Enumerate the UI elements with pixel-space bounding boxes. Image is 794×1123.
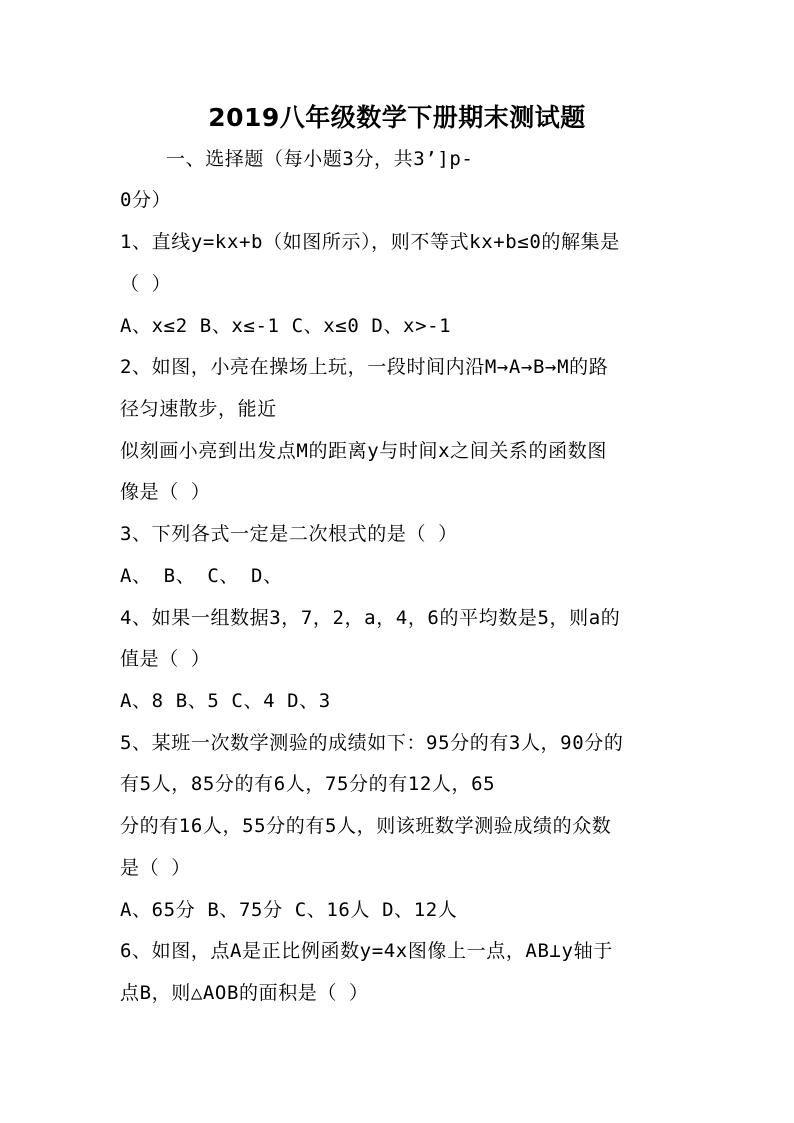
exam-title: 2019八年级数学下册期末测试题: [208, 103, 586, 132]
question-4-text: 4、如果一组数据3，7，2，a，4，6的平均数是5，则a的: [120, 607, 621, 629]
question-5-blank: 是（ ）: [120, 857, 191, 879]
question-5-text-cont: 有5人，85分的有6人，75分的有12人，65: [120, 773, 496, 795]
question-5-text-cont-2: 分的有16人，55分的有5人，则该班数学测验成绩的众数: [120, 815, 612, 837]
question-2-text-cont-2: 似刻画小亮到出发点M的距离y与时间x之间关系的函数图: [120, 440, 607, 462]
question-2-text: 2、如图，小亮在操场上玩，一段时间内沿M→A→B→M的路: [120, 356, 609, 378]
question-2-text-cont: 径匀速散步，能近: [120, 398, 277, 420]
section-heading-line-1: 一、选择题（每小题3分，共3’]p-: [166, 148, 474, 170]
question-6-text-cont: 点B，则△AOB的面积是（ ）: [120, 982, 369, 1004]
question-1-text: 1、直线y=kx+b（如图所示），则不等式kx+b≤0的解集是: [120, 231, 620, 253]
question-3-options: A、 B、 C、 D、: [120, 565, 283, 587]
section-heading-line-2: 0分）: [120, 189, 172, 211]
question-2-blank: 像是（ ）: [120, 481, 211, 503]
question-1-blank: （ ）: [120, 273, 172, 295]
question-1-options: A、x≤2 B、x≤-1 C、x≤0 D、x>-1: [120, 315, 452, 337]
question-3-text: 3、下列各式一定是二次根式的是（ ）: [120, 523, 458, 545]
question-5-text: 5、某班一次数学测验的成绩如下：95分的有3人，90分的: [120, 732, 624, 754]
question-4-blank: 值是（ ）: [120, 648, 211, 670]
question-5-options: A、65分 B、75分 C、16人 D、12人: [120, 899, 458, 921]
question-4-options: A、8 B、5 C、4 D、3: [120, 690, 331, 712]
question-6-text: 6、如图，点A是正比例函数y=4x图像上一点，AB⊥y轴于: [120, 940, 613, 962]
